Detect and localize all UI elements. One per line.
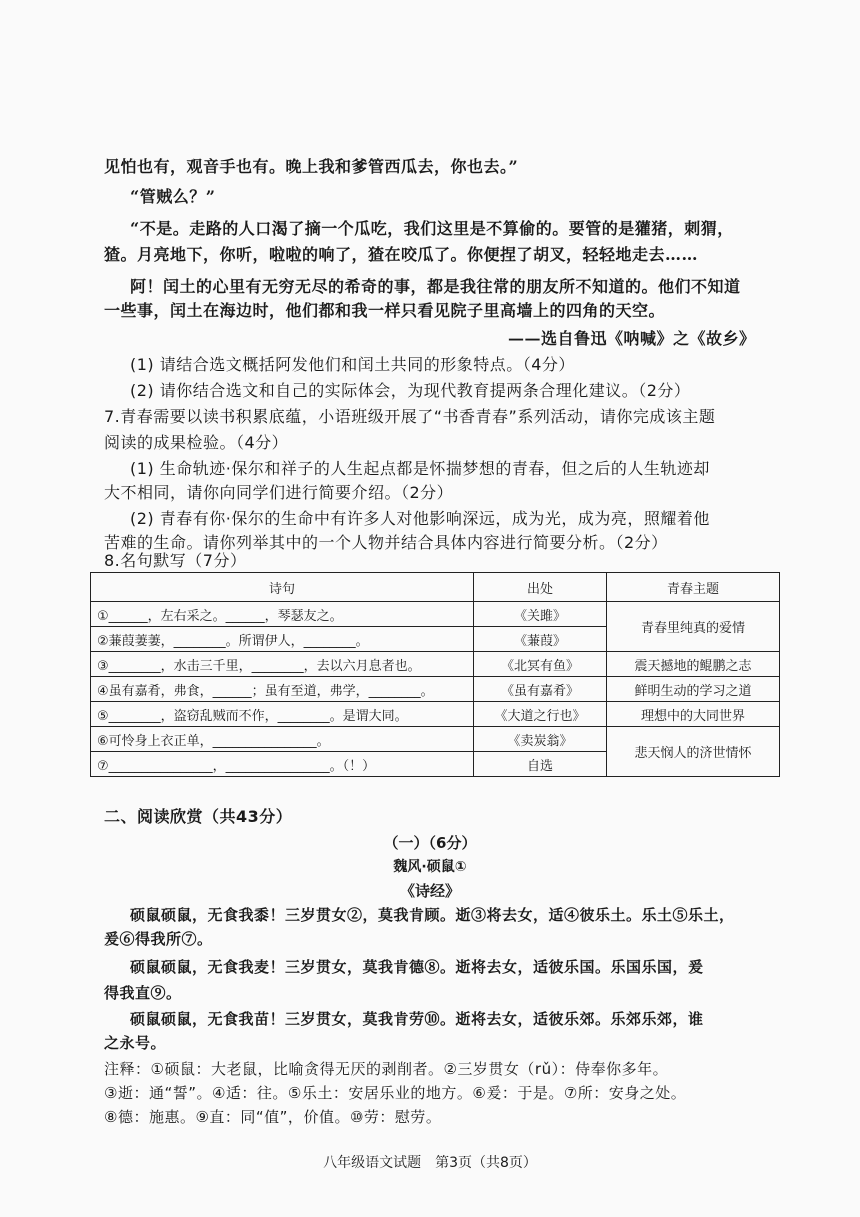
poem-cell: ⑥可怜身上衣正单，________________。 (91, 727, 474, 752)
poem-cell: ⑦________________，________________。（！） (91, 752, 474, 777)
page-footer: 八年级语文试题 第3页（共8页） (323, 1155, 537, 1171)
annotation-line-1: 注释：①硕鼠：大老鼠，比喻贪得无厌的剥削者。②三岁贯女（rǔ）：侍奉你多年。 (104, 1060, 669, 1078)
theme-cell: 理想中的大同世界 (607, 702, 780, 727)
table-row (91, 727, 780, 752)
poem-cell: ③________，水击三千里，________，去以六月息者也。 (91, 652, 474, 677)
poem-stanza-1a: 硕鼠硕鼠，无食我黍！三岁贯女②，莫我肯顾。逝③将去女，适④彼乐土。乐土⑤乐土， (130, 906, 735, 924)
header-poem: 诗句 (91, 573, 474, 602)
table-row (91, 602, 780, 627)
theme-cell: 青春里纯真的爱情 (607, 602, 780, 652)
passage-line-5: 阿！闰土的心里有无穷无尽的希奇的事，都是我往常的朋友所不知道的。他们不知道 (130, 277, 741, 296)
passage-line-2: “管贼么？” (130, 187, 216, 206)
header-theme: 青春主题 (607, 573, 780, 602)
passage-line-3: “不是。走路的人口渴了摘一个瓜吃，我们这里是不算偷的。要管的是獾猪，刺猬， (130, 219, 734, 238)
poem-stanza-3b: 之永号。 (104, 1034, 167, 1052)
q6-sub-1: (1) 请结合选文概括阿发他们和闰土共同的形象特点。（4分） (130, 355, 575, 374)
q7-line-2: 阅读的成果检验。（4分） (104, 433, 289, 452)
table-row (91, 677, 780, 702)
source-cell: 《大道之行也》 (474, 702, 607, 727)
annotation-line-2: ③逝：通“誓”。④适：往。⑤乐土：安居乐业的地方。⑥爰：于是。⑦所：安身之处。 (104, 1084, 687, 1102)
q7-sub-1b: 大不相同，请你向同学们进行简要介绍。（2分） (104, 483, 454, 502)
poem-cell: ④虽有嘉肴，弗食，______；虽有至道，弗学，________。 (91, 677, 474, 702)
poem-stanza-2a: 硕鼠硕鼠，无食我麦！三岁贯女，莫我肯德⑧。逝将去女，适彼乐国。乐国乐国，爰 (130, 958, 704, 976)
poem-dictation-table (90, 572, 780, 777)
passage-line-6: 一些事，闰土在海边时，他们都和我一样只看见院子里高墙上的四角的天空。 (104, 301, 666, 320)
theme-cell: 震天撼地的鲲鹏之志 (607, 652, 780, 677)
theme-cell: 鲜明生动的学习之道 (607, 677, 780, 702)
theme-cell: 悲天悯人的济世情怀 (607, 727, 780, 777)
q7-sub-2b: 苦难的生命。请你列举其中的一个人物并结合具体内容进行简要分析。（2分） (104, 533, 668, 552)
source-cell: 《卖炭翁》 (474, 727, 607, 752)
poem-stanza-3a: 硕鼠硕鼠，无食我苗！三岁贯女，莫我肯劳⑩。逝将去女，适彼乐郊。乐郊乐郊，谁 (130, 1010, 704, 1028)
poem-title: 魏风·硕鼠① (393, 859, 467, 875)
poem-cell: ②蒹葭萋萋，________。所谓伊人，________。 (91, 627, 474, 652)
poem-stanza-2b: 得我直⑨。 (104, 984, 182, 1002)
poem-cell: ⑤________，盗窃乱贼而不作，________。是谓大同。 (91, 702, 474, 727)
source-cell: 《蒹葭》 (474, 627, 607, 652)
source-cell: 《北冥有鱼》 (474, 652, 607, 677)
q7-line-1: 7.青春需要以读书积累底蕴，小语班级开展了“书香青春”系列活动，请你完成该主题 (104, 407, 716, 426)
poem-stanza-1b: 爰⑥得我所⑦。 (104, 930, 213, 948)
source-cell: 《虽有嘉肴》 (474, 677, 607, 702)
source-cell: 《关雎》 (474, 602, 607, 627)
section-2-heading: 二、阅读欣赏（共43分） (104, 807, 293, 826)
poem-source: 《诗经》 (399, 882, 460, 900)
q7-sub-1a: (1) 生命轨迹·保尔和祥子的人生起点都是怀揣梦想的青春，但之后的人生轨迹却 (130, 459, 710, 478)
header-source: 出处 (474, 573, 607, 602)
q6-sub-2: (2) 请你结合选文和自己的实际体会，为现代教育提两条合理化建议。（2分） (130, 381, 691, 400)
poem-cell: ①______，左右采之。______，琴瑟友之。 (91, 602, 474, 627)
q7-sub-2a: (2) 青春有你·保尔的生命中有许多人对他影响深远，成为光，成为亮，照耀着他 (130, 509, 710, 528)
table-header-row (91, 573, 780, 602)
passage-line-1: 见怕也有，观音手也有。晚上我和爹管西瓜去，你也去。” (104, 157, 519, 176)
annotation-line-3: ⑧德：施惠。⑨直：同“值”，价值。⑩劳：慰劳。 (104, 1108, 442, 1126)
q8-title: 8.名句默写（7分） (104, 551, 247, 570)
passage-line-4: 猹。月亮地下，你听，啦啦的响了，猹在咬瓜了。你便捏了胡叉，轻轻地走去…… (104, 245, 699, 264)
table-row (91, 702, 780, 727)
table-row (91, 652, 780, 677)
part-1-label: （一）（6分） (383, 834, 477, 852)
passage-source: ——选自鲁迅《呐喊》之《故乡》 (508, 329, 756, 348)
source-cell: 自选 (474, 752, 607, 777)
